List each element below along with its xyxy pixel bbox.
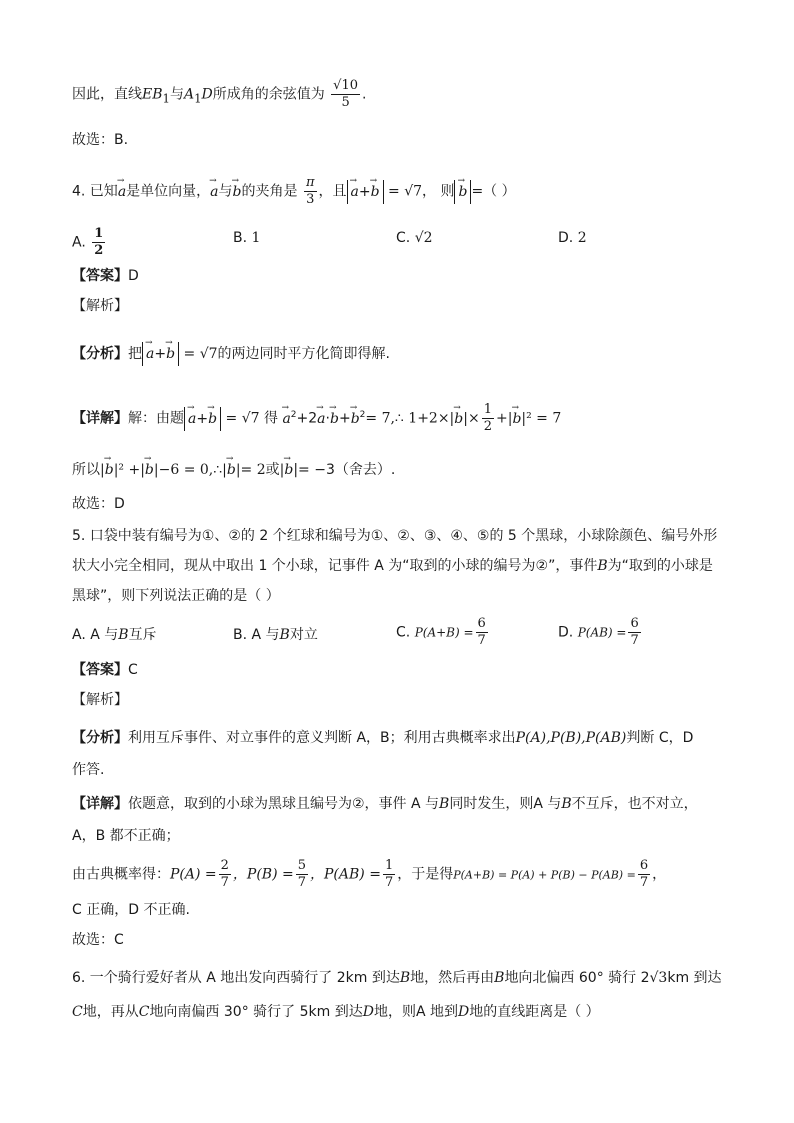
option-value: 2	[577, 230, 587, 246]
q5-fenxi	[72, 728, 693, 748]
frac-num: 1	[94, 226, 104, 241]
option-expr: P(A+B) =	[414, 625, 474, 640]
q6-text: 地的直线距离是（ ）	[469, 1004, 600, 1020]
angle-fraction	[304, 175, 317, 208]
fenxi-text: 把	[128, 346, 142, 362]
event-b: B	[279, 627, 290, 643]
fenxi-text: 利用互斥事件、对立事件的意义判断 A，B；利用古典概率求出	[128, 730, 516, 746]
frac-den: 7	[630, 633, 639, 648]
abs-a-plus-b: → a+→ b	[347, 180, 384, 204]
q4-analysis-tag: 【解析】	[72, 298, 128, 314]
frac-den: 2	[94, 243, 104, 258]
q4-option-a	[72, 226, 107, 259]
vector-b: → b	[512, 409, 521, 429]
so-text: |² +|	[113, 462, 145, 478]
q5-option-d	[558, 616, 643, 649]
option-text: B. A 与	[233, 627, 280, 643]
vector-b: → b	[105, 460, 114, 480]
frac-num: 6	[639, 858, 649, 873]
xiangjie-text: 同时发生，则A 与	[449, 796, 562, 812]
q3-text: 因此，直线	[72, 86, 142, 103]
q3-select: 故选：B.	[72, 132, 129, 148]
vector-b: → b	[330, 409, 339, 429]
answer-tag: 【答案】	[72, 662, 128, 678]
fenxi-text: 判断 C，D	[626, 730, 694, 746]
option-fraction	[476, 616, 488, 649]
so-text: |−6 = 0,∴|	[153, 462, 227, 478]
vector-a: → a	[210, 182, 218, 202]
q6-text: 地向南偏西 30° 骑行了 5km 到达	[149, 1004, 363, 1020]
frac-den: 7	[639, 875, 649, 890]
option-text: A. A 与	[72, 627, 119, 643]
q5-c-right: C 正确，D 不正确.	[72, 902, 190, 918]
option-value: √2	[414, 230, 433, 246]
option-label: C.	[396, 230, 411, 246]
option-label: A.	[72, 234, 86, 251]
vector-a: → a	[118, 182, 126, 202]
point-b: B	[494, 970, 505, 986]
abs-b	[454, 180, 471, 204]
q6-text: 地，则A 地到	[373, 1004, 458, 1020]
q5-line2	[72, 556, 713, 576]
vector-b: → b	[351, 409, 360, 429]
q3-end: .	[362, 86, 367, 103]
q5-xiangjie	[72, 794, 698, 814]
frac-num: 6	[477, 616, 486, 631]
frac-num: 2	[220, 858, 229, 873]
option-text: 互斥	[128, 627, 157, 643]
q5-option-c	[396, 616, 490, 649]
cos-num: √10	[333, 78, 358, 93]
xiangjie-text: 得	[263, 410, 278, 427]
abs-a-plus-b: → a+→ b	[142, 342, 179, 366]
angle-den: 3	[306, 192, 315, 207]
sqrt7: √7	[241, 410, 260, 427]
q5-select: 故选：C	[72, 932, 124, 948]
q4-text: ， 则	[422, 183, 455, 200]
vector-b: → b	[233, 182, 242, 202]
q5-fenxi-end: 作答.	[72, 762, 105, 778]
xiangjie-text: 解：由题	[128, 410, 184, 427]
vector-b: → b	[371, 180, 380, 204]
q4-select: 故选：D	[72, 496, 125, 512]
a1-sub: 1	[194, 91, 202, 106]
gudian-text: ，于是得	[397, 866, 454, 883]
option-fraction	[628, 616, 640, 649]
q5-line1: 5. 口袋中装有编号为①、②的 2 个红球和编号为①、②、③、④、⑤的 5 个黑球，小球除颜色、编号外形	[72, 528, 718, 544]
pa-fraction	[219, 858, 231, 891]
q5-gudian	[72, 858, 666, 891]
q3-text-and: 与	[169, 86, 184, 103]
answer-value: C	[128, 662, 138, 678]
sqrt3: √3	[649, 970, 668, 986]
option-expr: P(AB) =	[577, 625, 627, 640]
q6-text: 6. 一个骑行爱好者从 A 地出发向西骑行了 2km 到达	[72, 970, 400, 986]
q4-xiangjie: 【详解】解：由题→ a+→ b = √7 得 → $a^2+2\to a\cdot\to b+\to b^2=$ 7,∴ 1+2×|→ b|× $\frac{1}{2}$ +|→ b|² = 7	[72, 402, 561, 435]
gudian-text: ，	[652, 866, 667, 883]
q4-text: 的夹角是	[241, 183, 298, 200]
xiangjie-math: |×	[463, 410, 480, 427]
vector-b: → b	[145, 460, 154, 480]
frac-num: 5	[297, 858, 307, 873]
xiangjie-text: 依题意，取到的小球为黑球且编号为②，事件 A 与	[128, 796, 440, 812]
q4-option-b	[233, 230, 260, 246]
vector-b: → b	[284, 460, 293, 480]
q6-line1	[72, 968, 722, 988]
q4-text: ，且	[318, 183, 347, 200]
xiangjie-tag: 【详解】	[72, 410, 128, 427]
q5-xiangjie-2: A，B 都不正确；	[72, 828, 180, 844]
pa-expr: P(A) =	[170, 866, 217, 883]
so-text: 所以|	[72, 462, 105, 478]
q6-text: 地，然后再由	[410, 970, 495, 986]
event-b: B	[439, 796, 450, 812]
frac-num: 6	[630, 616, 639, 631]
q4-option-c	[396, 230, 433, 246]
result-fraction	[638, 858, 650, 891]
event-b: B	[597, 558, 608, 574]
abs-a-plus-b: → a+→ b	[184, 407, 221, 431]
event-b: B	[118, 627, 129, 643]
answer-value: D	[128, 268, 139, 284]
fenxi-tag: 【分析】	[72, 730, 128, 746]
sqrt7: √7	[404, 183, 423, 200]
option-label: C.	[396, 624, 411, 641]
q5-text: 状大小完全相同，现从中取出 1 个小球，记事件 A 为“取到的小球的编号为②”，事件	[72, 558, 598, 574]
half-fraction	[482, 402, 494, 435]
option-label: B.	[233, 230, 248, 246]
point-d: D	[457, 1004, 470, 1020]
q5-text: 为“取到的小球是	[607, 558, 713, 574]
answer-tag: 【答案】	[72, 268, 128, 284]
q4-text: 是单位向量，	[126, 183, 211, 200]
frac-den: 2	[483, 419, 492, 434]
eb-symbol: EB	[142, 86, 163, 103]
xiangjie-math: +|	[495, 410, 513, 427]
pab-expr: ，P(AB) =	[310, 866, 381, 883]
a1-symbol: A	[183, 86, 195, 103]
eb-sub: 1	[162, 91, 170, 106]
q6-text: 地向北偏西 60° 骑行 2	[504, 970, 650, 986]
xiangjie-math: |² = 7	[521, 410, 562, 427]
frac-den: 7	[477, 633, 486, 648]
q3-conclusion-line	[72, 78, 366, 111]
so-text: |= 2或|	[235, 462, 285, 478]
xiangjie-tag: 【详解】	[72, 796, 128, 812]
so-text: |= −3（舍去）.	[293, 462, 396, 478]
vector-a: → a	[146, 342, 154, 366]
sqrt7: √7	[199, 346, 218, 362]
vector-b: → b	[208, 407, 217, 431]
vector-b: → b	[166, 342, 175, 366]
vector-b: → b	[227, 460, 236, 480]
fenxi-tag: 【分析】	[72, 346, 128, 362]
point-b: B	[399, 970, 411, 986]
point-c: C	[138, 1004, 150, 1020]
q4-answer	[72, 266, 139, 286]
option-value: 1	[251, 230, 261, 246]
xiangjie-text: 不互斥，也不对立，	[571, 796, 698, 812]
vector-a: → a	[188, 407, 196, 431]
event-b: B	[561, 796, 572, 812]
cos-den: 5	[341, 95, 350, 110]
q4-text: =（ ）	[471, 183, 516, 200]
angle-num: π	[305, 175, 315, 190]
q5-analysis-tag: 【解析】	[72, 692, 128, 708]
vector-b: → b	[454, 409, 463, 429]
option-label: D.	[558, 230, 574, 246]
frac-num: 1	[384, 858, 394, 873]
vector-a: → a	[282, 409, 290, 429]
pa-plus-b-expr: P(A+B) = P(A) + P(B) − P(AB) =	[453, 868, 636, 882]
frac-den: 7	[384, 875, 394, 890]
q6-text: km 到达	[667, 970, 722, 986]
q5-option-b	[233, 624, 318, 644]
fenxi-text: 的两边同时平方化简即得解.	[217, 346, 390, 362]
q6-line2	[72, 1002, 600, 1022]
frac-den: 7	[220, 875, 229, 890]
frac-den: 7	[297, 875, 307, 890]
option-a-fraction	[92, 226, 105, 259]
vector-b: → b	[458, 180, 467, 204]
gudian-text: 由古典概率得：	[72, 866, 170, 883]
vector-a: → a	[317, 409, 325, 429]
point-d: D	[362, 1004, 374, 1020]
option-label: D.	[558, 624, 574, 641]
q4-text: 与	[218, 183, 233, 200]
q4-fenxi: 【分析】把→ a+→ b = √7的两边同时平方化简即得解.	[72, 342, 390, 366]
vector-a: → a	[351, 180, 359, 204]
pb-fraction	[296, 858, 308, 891]
q4-option-d	[558, 230, 587, 246]
cos-fraction	[331, 78, 360, 111]
q4-so	[72, 460, 395, 480]
q5-line3: 黑球”，则下列说法正确的是（ ）	[72, 588, 280, 604]
q4-prefix: 4. 已知	[72, 183, 118, 200]
q5-answer	[72, 660, 138, 680]
q4-stem: 4. 已知→ a是单位向量，→ a与→ b的夹角是 $\frac{\pi}{3}$ ，且→ a+→ b = √7， 则→ b =（ ）	[72, 175, 516, 208]
q3-text-cos: 所成角的余弦值为	[212, 86, 325, 103]
pab-fraction	[383, 858, 395, 891]
frac-num: 1	[483, 402, 492, 417]
q5-option-a	[72, 624, 157, 644]
q6-text: 地，再从	[82, 1004, 139, 1020]
option-text: 对立	[289, 627, 318, 643]
d-symbol: D	[201, 86, 213, 103]
point-c: C	[72, 1004, 83, 1020]
xiangjie-math: = 7,∴ 1+2×|	[365, 410, 455, 427]
pb-expr: ，P(B) =	[232, 866, 294, 883]
fenxi-expr: P(A),P(B),P(AB)	[515, 730, 627, 746]
